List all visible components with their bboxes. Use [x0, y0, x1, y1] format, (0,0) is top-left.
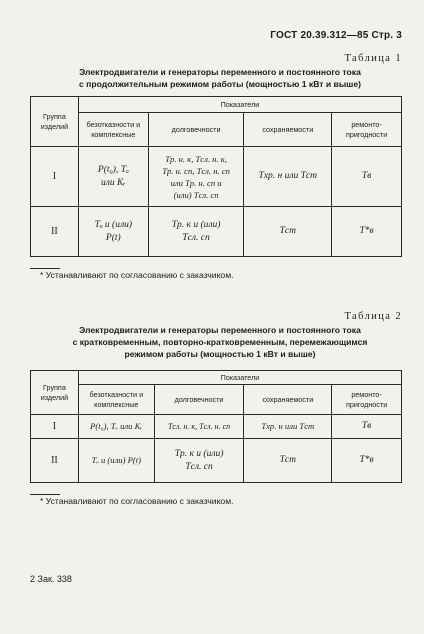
- table1-row2-bezotk-line1: Tₒ и (или): [94, 219, 133, 230]
- table2-col-indicators: Показатели: [78, 371, 401, 385]
- table2-col-dolg: долговечности: [154, 385, 244, 415]
- table1-row2-remont: T*в: [332, 207, 402, 257]
- table1-col-group: Группа изделий: [31, 97, 79, 147]
- table2-row1-bezotk: P(t₀), Tₒ или Kᵣ: [78, 415, 154, 439]
- table1-row1-remont: Tв: [332, 147, 402, 207]
- table2-footnote: * Устанавливают по согласованию с заказчиком.: [40, 496, 234, 506]
- table-row: [31, 147, 402, 207]
- table1-row2-group: II: [31, 207, 79, 257]
- table2-row2-remont: T*в: [332, 439, 402, 483]
- table2-caption: Таблица 2: [344, 311, 402, 322]
- table2-row2-group: II: [31, 439, 79, 483]
- table1-col-remont: ремонто-пригодности: [332, 113, 402, 147]
- table-row: [31, 207, 402, 257]
- table-row: [31, 439, 402, 483]
- table1-footnote: * Устанавливают по согласованию с заказчиком.: [40, 270, 234, 280]
- table2-row1-group: I: [31, 415, 79, 439]
- table2-title: [40, 324, 400, 360]
- table2-row1-remont: Tв: [332, 415, 402, 439]
- table2-title-line3: режимом работы (мощностью 1 кВт и выше): [124, 349, 316, 359]
- table1-caption: Таблица 1: [344, 53, 402, 64]
- footnote-divider: [30, 268, 60, 269]
- page-header: ГОСТ 20.39.312—85 Стр. 3: [270, 30, 402, 41]
- table1-row1-dolg-line2: Tр. н. сп, Tсл. н. сп: [162, 165, 230, 176]
- table1-row2-bezotk-line2: P(t): [105, 232, 121, 243]
- table2-col-remont: ремонто-пригодности: [332, 385, 402, 415]
- table2-row2-dolg-line1: Tр. к и (или): [174, 448, 224, 459]
- table1-row2-dolg: [148, 207, 244, 257]
- table1-row1-bezotk: [78, 147, 148, 207]
- table2-title-line1: Электродвигатели и генераторы переменного и постоянного тока: [79, 325, 361, 335]
- table1-title-line2: с продолжительным режимом работы (мощностью 1 кВт и выше): [79, 79, 361, 89]
- table1-title-line1: Электродвигатели и генераторы переменного и постоянного тока: [79, 67, 361, 77]
- table2-row1-sohr: Tхр. н или Tст: [244, 415, 332, 439]
- table1-row2-dolg-line2: Tсл. сп: [182, 232, 210, 243]
- table1-row1-dolg: [148, 147, 244, 207]
- table1-row1-dolg-line4: (или) Tсл. сп: [173, 189, 219, 200]
- table1-title: [40, 66, 400, 90]
- table1-row1-sohr: Tхр. н или Tст: [244, 147, 332, 207]
- table1-row2-sohr: Tст: [244, 207, 332, 257]
- table2: [30, 370, 402, 483]
- footnote-divider: [30, 494, 60, 495]
- table2-row1-dolg: Tсл. н. к, Tсл. н. сп: [154, 415, 244, 439]
- table1-col-sohr: сохраняемости: [244, 113, 332, 147]
- table1-col-bezotk: безотказности и комплексные: [78, 113, 148, 147]
- table2-title-line2: с кратковременным, повторно-кратковременным, перемежающимся: [72, 337, 368, 347]
- table2-col-group: Группа изделий: [31, 371, 79, 415]
- table2-row2-dolg: [154, 439, 244, 483]
- table1-row1-bezotk-line1: P(t₀), Tₒ: [97, 164, 129, 175]
- table2-row2-dolg-line2: Tсл. сп: [185, 461, 213, 472]
- table1-col-indicators: Показатели: [78, 97, 401, 113]
- table2-col-bezotk: безотказности и комплексные: [78, 385, 154, 415]
- table2-row2-bezotk: Tₒ и (или) P(t): [78, 439, 154, 483]
- table1-row1-dolg-line1: Tр. н. к, Tсл. н. к,: [165, 153, 227, 164]
- table1-row1-bezotk-line2: или Kᵣ: [100, 177, 126, 188]
- table1: [30, 96, 402, 257]
- table1-row2-dolg-line1: Tр. к и (или): [171, 219, 221, 230]
- table2-col-sohr: сохраняемости: [244, 385, 332, 415]
- table1-row1-group: I: [31, 147, 79, 207]
- table1-col-dolg: долговечности: [148, 113, 244, 147]
- table-row: [31, 415, 402, 439]
- table2-row2-sohr: Tст: [244, 439, 332, 483]
- table1-row2-bezotk: [78, 207, 148, 257]
- table1-row1-dolg-line3: или Tр. н. сп и: [170, 177, 222, 188]
- page-footer: 2 Зак. 338: [30, 574, 72, 584]
